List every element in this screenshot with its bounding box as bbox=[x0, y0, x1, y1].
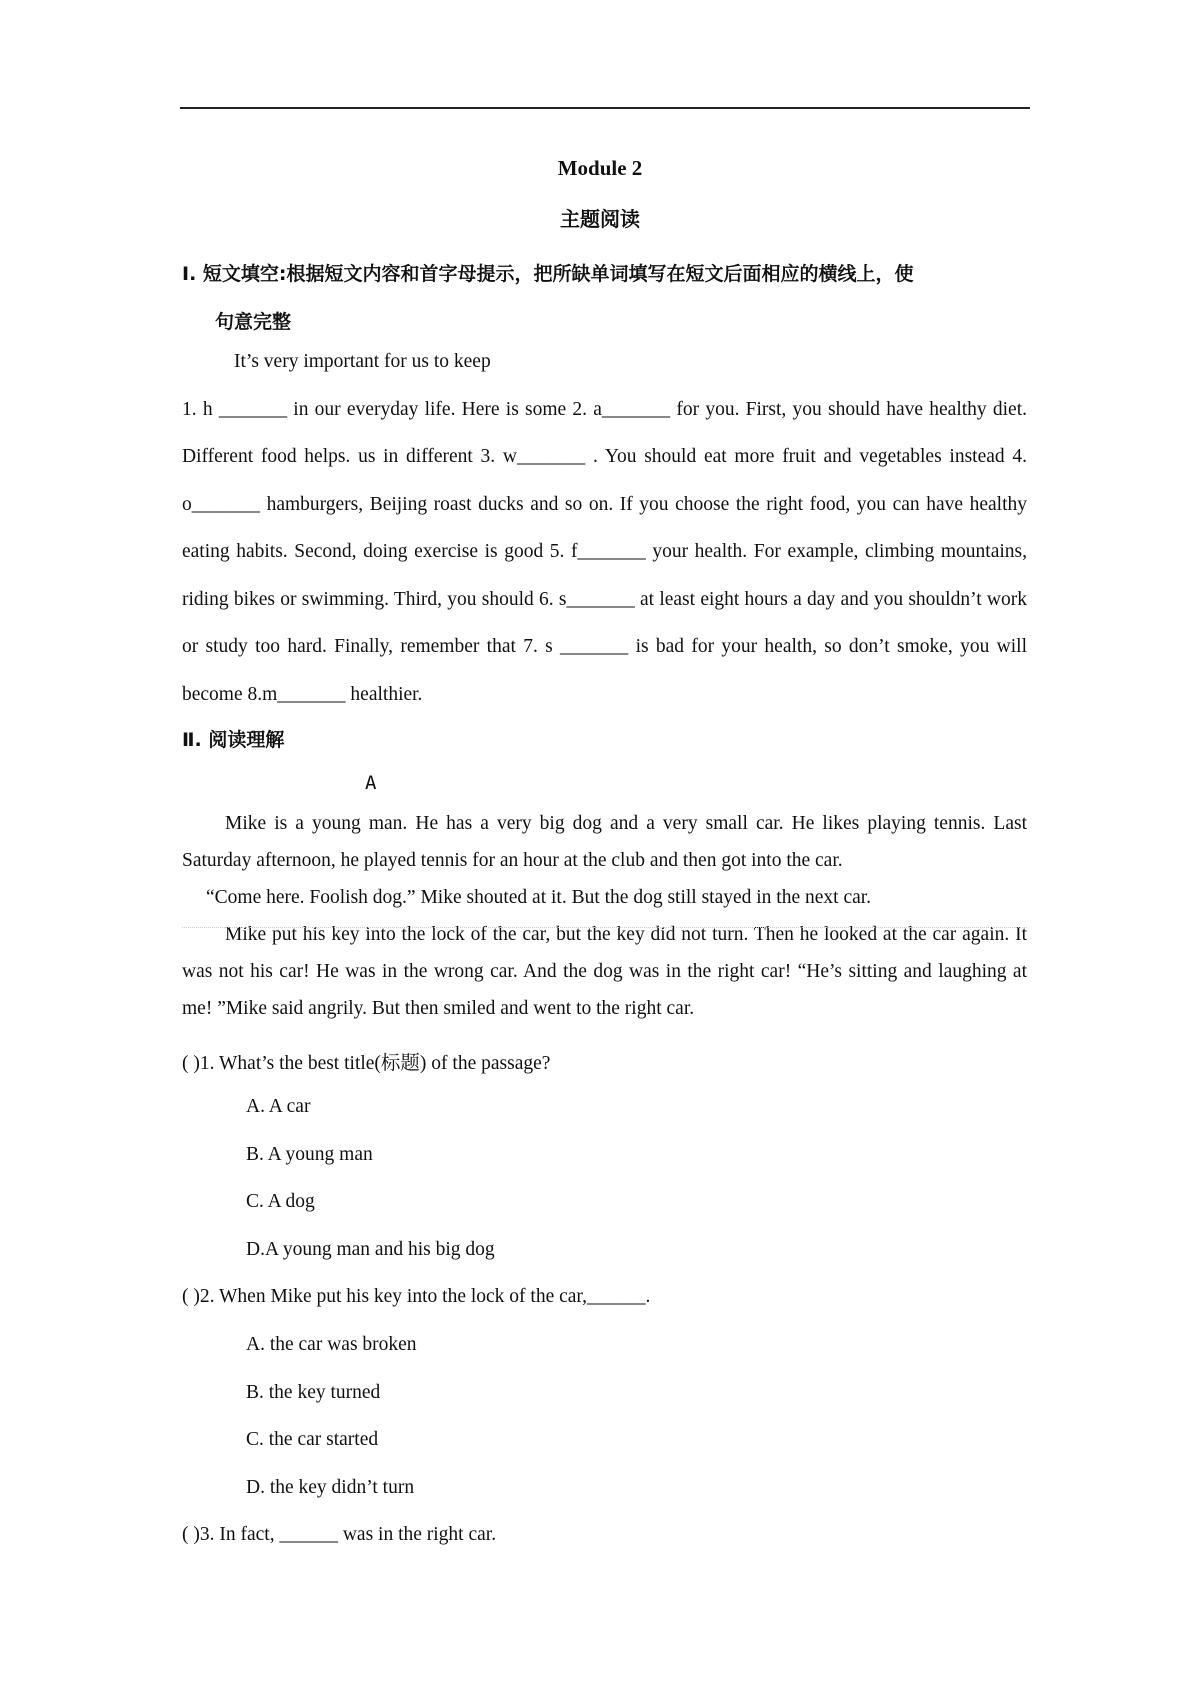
question-2-option-d: D. the key didn’t turn bbox=[246, 1477, 415, 1498]
reading-passage bbox=[182, 805, 1027, 1027]
header-rule bbox=[180, 107, 1030, 109]
cloze-passage bbox=[182, 338, 1027, 718]
passage-paragraph: Mike put his key into the lock of the car, but the key did not turn. Then he looked at the car again. It was not his car! He was in the wrong car. And the dog was in the right car! “He’s sitting and laughing at me! ”Mike said angrily. But then smiled and went to the right car. bbox=[182, 924, 1027, 1019]
question-1-option-a: A. A car bbox=[246, 1096, 311, 1117]
question-1: ( )1. What’s the best title(标题) of the passage? bbox=[182, 1053, 551, 1074]
module-title: Module 2 bbox=[557, 156, 643, 180]
question-2-option-c: C. the car started bbox=[246, 1429, 379, 1450]
question-2-option-a: A. the car was broken bbox=[246, 1334, 417, 1355]
section2-heading: Ⅱ. 阅读理解 bbox=[182, 729, 285, 751]
question-3: ( )3. In fact, ______ was in the right car. bbox=[182, 1524, 497, 1545]
section1-heading-line1: Ⅰ. 短文填空:根据短文内容和首字母提示，把所缺单词填写在短文后面相应的横线上，使 bbox=[182, 263, 914, 285]
cloze-body: 1. h _______ in our everyday life. Here is some 2. a_______ for you. First, you should have healthy diet. Different food helps. us in different 3. w_______ . You should eat more fruit and vegetables instead 4. o_______ hamburgers, Beijing roast ducks and so on. If you choose the right food, you can have healthy eating habits. Second, doing exercise is good 5. f_______ your health. For example, climbing mountains, riding bikes or swimming. Third, you should 6. s_______ at least eight hours a day and you shouldn’t work or study too hard. Finally, remember that 7. s _______ is bad for your health, so don’t smoke, you will become 8.m_______ healthier. bbox=[182, 398, 1027, 705]
section1-heading bbox=[182, 250, 1027, 346]
section1-heading-line2: 句意完整 bbox=[215, 311, 292, 333]
passage-label: A bbox=[365, 772, 377, 794]
theme-title: 主题阅读 bbox=[560, 207, 640, 231]
passage-paragraph: “Come here. Foolish dog.” Mike shouted at it. But the dog still stayed in the next car. bbox=[206, 887, 872, 908]
cloze-first-line: It’s very important for us to keep bbox=[234, 351, 491, 372]
question-2: ( )2. When Mike put his key into the lock of the car,______. bbox=[182, 1286, 651, 1307]
dotted-divider bbox=[182, 927, 1027, 928]
question-1-option-c: C. A dog bbox=[246, 1191, 315, 1212]
question-1-option-b: B. A young man bbox=[246, 1144, 373, 1165]
passage-paragraph: Mike is a young man. He has a very big dog and a very small car. He likes playing tennis. Last Saturday afternoon, he played tennis for an hour at the club and then got into the car. bbox=[182, 813, 1027, 871]
question-2-option-b: B. the key turned bbox=[246, 1382, 381, 1403]
question-1-option-d: D.A young man and his big dog bbox=[246, 1239, 495, 1260]
